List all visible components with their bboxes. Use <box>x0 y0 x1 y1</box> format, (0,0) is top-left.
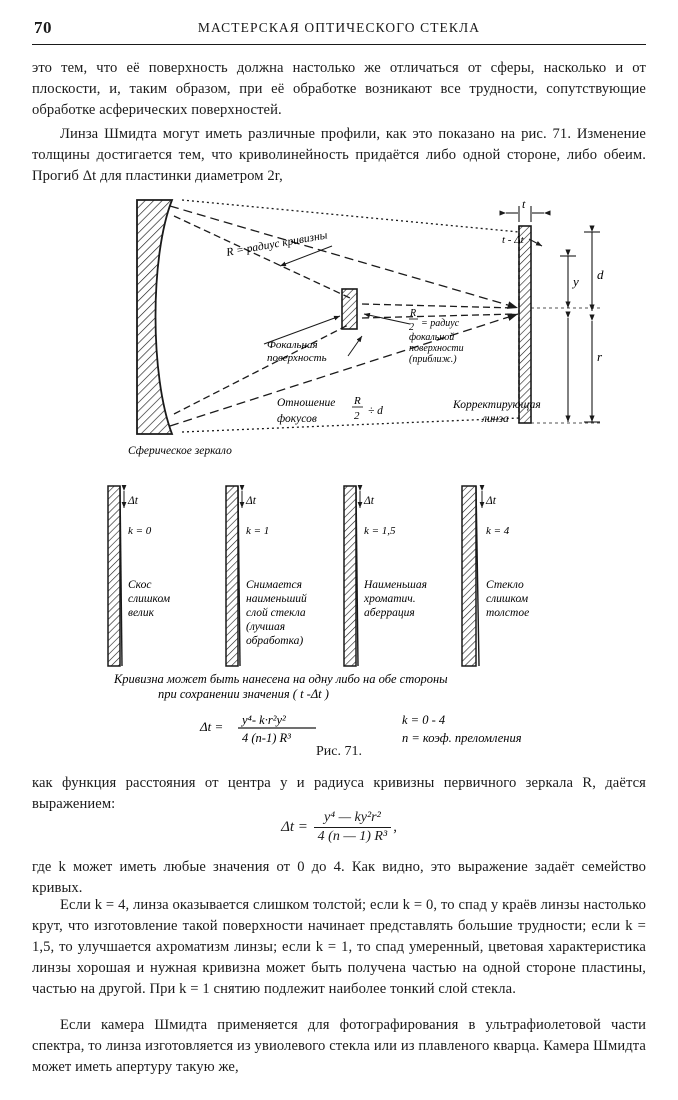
formula-numerator: y⁴ — ky²r² <box>314 810 392 828</box>
fig-note-right-1: k = 0 - 4 <box>402 713 446 727</box>
corrector-lens-shape <box>519 226 531 423</box>
body-paragraph-1 <box>32 58 646 121</box>
plate-2-note-1: Снимается <box>246 579 302 591</box>
label-focal-radius-2: 2 <box>409 322 414 333</box>
body-paragraph-2 <box>32 124 646 187</box>
profile-plate-2 <box>226 486 307 666</box>
formula-fraction <box>314 810 392 845</box>
label-focus-ratio-2: фокусов <box>277 413 317 425</box>
fig-formula-lhs: Δt = <box>200 719 224 734</box>
plate-3-k: k = 1,5 <box>364 525 396 537</box>
paragraph-text: это тем, что её поверхность должна настолько же отличаться от сферы, насколько и от плоскости, и, таким образом, при её обработке возникают все трудности, сопутствующие обработке асферических поверхностей. <box>32 60 646 118</box>
label-corrector-lens-2: линза <box>482 413 509 425</box>
paragraph-text: как функция расстояния от центра y и радиуса кривизны первичного зеркала R, даётся выражением: <box>32 775 646 812</box>
label-radius-curvature: R = радиус кривизны <box>225 229 329 259</box>
figure-bottom-note-1: Кривизна может быть нанесена на одну либо на обе стороны <box>114 672 448 686</box>
label-focus-ratio-4: 2 <box>354 410 360 422</box>
plate-2-note-4: (лучшая <box>246 621 286 633</box>
plate-3-note-1: Наименьшая <box>364 579 427 591</box>
paragraph-text: Линза Шмидта могут иметь различные профили, как это показано на рис. 71. Изменение толщины достигается тем, что криволинейность придаётся либо одной стороне, либо обеим. Прогиб Δt для пластинки диаметром 2r, <box>32 126 646 184</box>
label-focal-radius-6: (приближ.) <box>409 354 457 365</box>
formula-trailing: , <box>393 818 397 835</box>
plate-4-note-3: толстое <box>486 607 530 619</box>
label-y: y <box>573 274 579 289</box>
paragraph-text: где k может иметь любые значения от 0 до 4. Как видно, это выражение задаёт семейство кривых. <box>32 859 646 896</box>
plate-3-note-3: аберрация <box>364 607 415 619</box>
label-focus-ratio-3: R <box>354 395 361 407</box>
label-focal-radius-4: фокальной <box>409 332 455 343</box>
label-focus-ratio-1: Отношение <box>277 397 336 409</box>
label-d: d <box>597 267 604 282</box>
plate-2-note-5: обработка) <box>246 635 304 647</box>
display-formula <box>0 810 678 845</box>
plate-4-note-2: слишком <box>486 593 529 605</box>
figure-bottom-note-2: при сохранении значения ( t -Δt ) <box>158 687 329 701</box>
plate-4-delta: Δt <box>486 495 496 507</box>
fig-formula-numerator: y⁴- k·r²y² <box>242 713 286 727</box>
plate-1-note-2: слишком <box>128 593 171 605</box>
fig-note-right-2: n = коэф. преломления <box>402 731 522 745</box>
body-paragraph-3 <box>32 773 646 815</box>
header-divider <box>32 44 646 45</box>
plate-1-delta: Δt <box>128 495 138 507</box>
paragraph-text: Если k = 4, линза оказывается слишком толстой; если k = 0, то спад у краёв линзы настолько крут, что изготовление такой поверхности начинает представлять большие трудности; если k = 1,5, то улучшается ахроматизм линзы; если k = 1, то спад умеренный, цветовая характеристика линзы хорошая и нужная кривизна может быть получена частью на одной стороне пластины, частью на другой. При k = 1 снятию подлежит наиболее тонкий слой стекла. <box>32 897 646 997</box>
plate-4-k: k = 4 <box>486 525 510 537</box>
label-focus-ratio-5: ÷ d <box>368 405 383 417</box>
profile-plate-1 <box>108 486 171 666</box>
figure-formula <box>199 713 522 745</box>
label-focal-surface-1: Фокальная <box>267 339 318 351</box>
body-paragraph-6 <box>32 1015 646 1078</box>
plate-1-k: k = 0 <box>128 525 152 537</box>
label-focal-surface-2: поверхность <box>267 352 327 364</box>
plate-2-note-2: наименьший <box>246 593 307 605</box>
label-corrector-lens-1: Корректирующая <box>453 399 541 411</box>
plate-1-note-1: Скос <box>128 579 152 591</box>
body-paragraph-5 <box>32 895 646 1000</box>
label-focal-radius-5: поверхности <box>409 343 464 354</box>
spherical-mirror-shape <box>137 200 172 434</box>
plate-3-delta: Δt <box>364 495 374 507</box>
plate-2-note-3: слой стекла <box>246 607 306 619</box>
plate-4-note-1: Стекло <box>486 579 524 591</box>
fig-formula-denominator: 4 (n-1) R³ <box>242 731 291 745</box>
figure-71 <box>32 186 646 761</box>
body-paragraph-4 <box>32 857 646 899</box>
plate-2-k: k = 1 <box>246 525 270 537</box>
running-title: МАСТЕРСКАЯ ОПТИЧЕСКОГО СТЕКЛА <box>197 20 481 35</box>
plate-2-delta: Δt <box>246 495 256 507</box>
page-header <box>34 18 644 40</box>
label-r: r <box>597 349 603 364</box>
label-t-minus-dt: t - Δt <box>502 234 524 246</box>
label-focal-radius-3: = радиус <box>421 318 460 329</box>
plate-3-note-2: хроматич. <box>364 593 416 605</box>
formula-denominator: 4 (n — 1) R³ <box>317 829 388 844</box>
figure-caption: Рис. 71. <box>316 744 362 759</box>
label-spherical-mirror: Сферическое зеркало <box>128 445 232 457</box>
paragraph-text: Если камера Шмидта применяется для фотографирования в ультрафиолетовой части спектра, то линза изготовляется из увиолевого стекла или из плавленого кварца. Камера Шмидта может иметь апертуру такую же, <box>32 1017 646 1075</box>
profile-plate-3 <box>344 486 427 666</box>
page-number: 70 <box>34 18 52 37</box>
plate-1-note-3: велик <box>128 607 154 619</box>
label-focal-radius-1: R <box>410 308 417 319</box>
formula-lhs: Δt = <box>281 818 308 835</box>
profile-plate-4 <box>462 486 529 666</box>
label-t: t <box>522 197 526 211</box>
